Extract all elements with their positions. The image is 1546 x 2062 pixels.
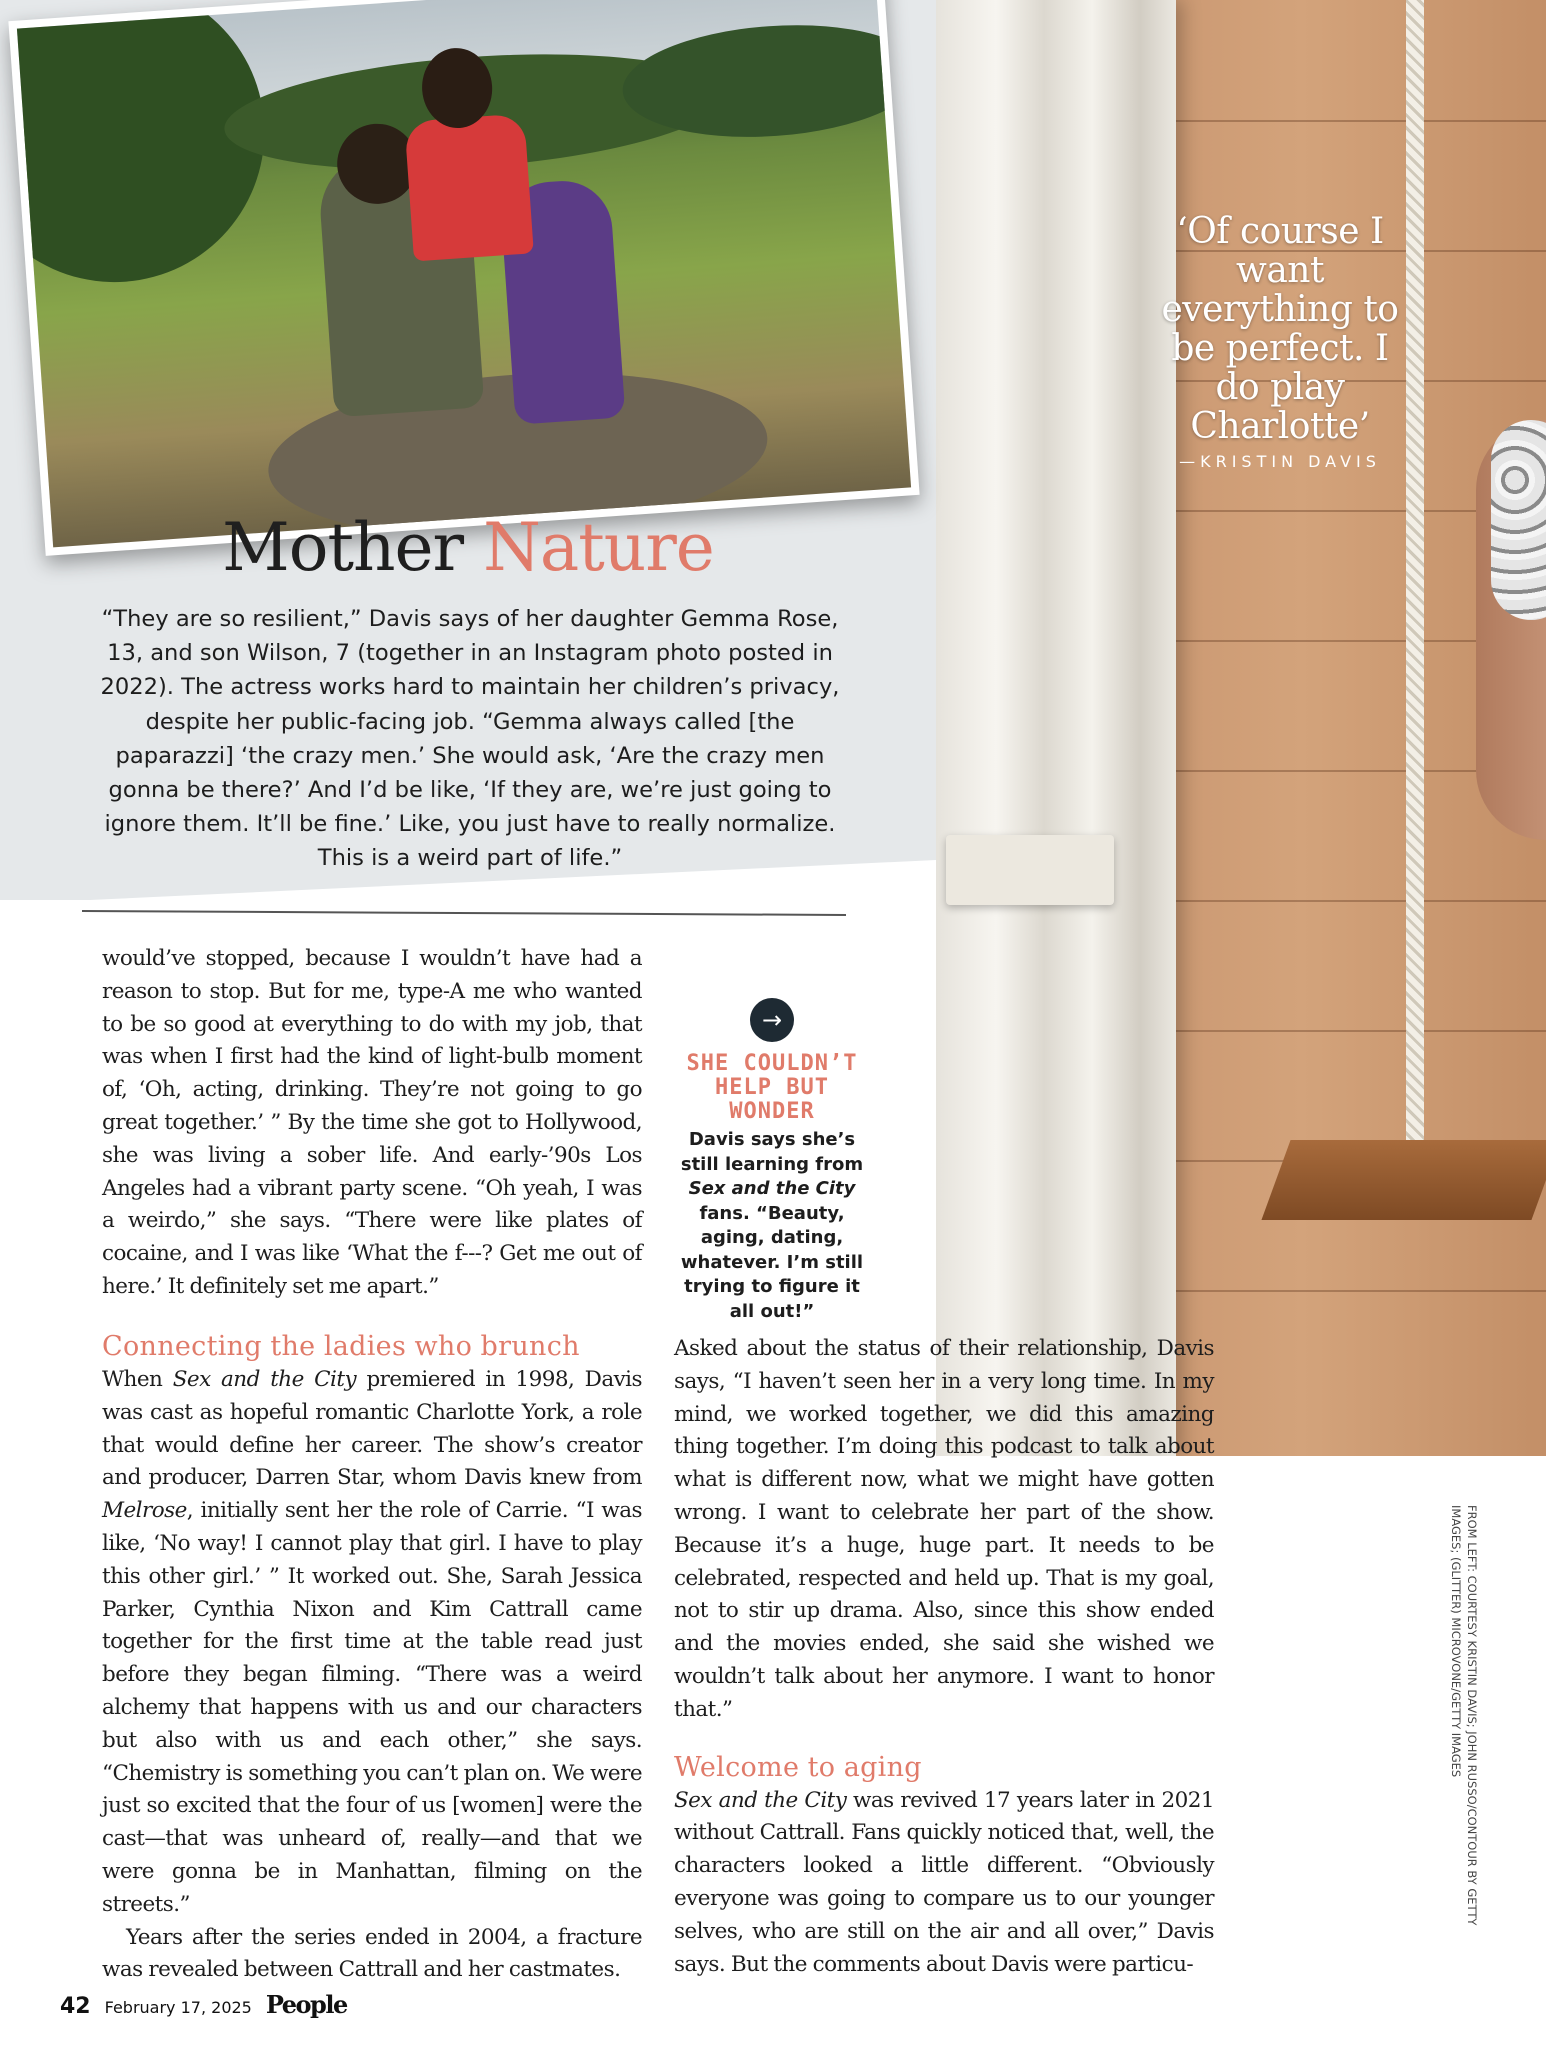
text-run: When (102, 1367, 173, 1392)
article-paragraph: Years after the series ended in 2004, a fracture was revealed between Cattrall and her castmates. (102, 1924, 642, 1983)
text-run: Davis says she’s still learning from (680, 1129, 864, 1175)
show-title: Melrose (102, 1498, 187, 1524)
sequin-sleeve (1491, 420, 1546, 620)
article-paragraph: would’ve stopped, because I wouldn’t have had a reason to stop. But for me, type-A me who wanted to be so good at everything to do with my job, that was when I first had the kind of light-bulb moment of, ‘Oh, acting, drinking. They’re not going to go great together.’ ” By the time she got to Hollywood, she was living a sober life. And early-’90s Los Angeles had a vibrant party scene. “Oh yeah, I was a weirdo,” she says. “There were like plates of cocaine, and I was like ‘What the f---? Get me out of here.’ It definitely set me apart.” (102, 946, 642, 1299)
article-paragraph (674, 1785, 1214, 1982)
sidebar-title-accent: Nature (483, 509, 714, 586)
callout (672, 998, 872, 1324)
magazine-logo: People (265, 1990, 347, 2019)
issue-date: February 17, 2025 (104, 1998, 252, 2017)
arrow-right-icon: → (750, 998, 794, 1042)
sidebar-caption: “They are so resilient,” Davis says of her daughter Gemma Rose, 13, and son Wilson, 7 (together in an Instagram photo posted in 2022). The actress works hard to maintain her children’s privacy, despite her public-facing job. “Gemma always called [the paparazzi] ‘the crazy men.’ She would ask, ‘Are the crazy men gonna be there?’ And I’d be like, ‘If they are, we’re just going to ignore them. It’ll be fine.’ Like, you just have to really normalize. This is a weird part of life.” (100, 606, 840, 872)
section-heading-1: Connecting the ladies who brunch (102, 1331, 580, 1362)
swing-rope (1406, 0, 1424, 1220)
article-column-2 (674, 1333, 1214, 1981)
photo-credit: FROM LEFT: COURTESY KRISTIN DAVIS; JOHN RUSSO/CONTOUR BY GETTY IMAGES; (GLITTER) MICROVONE/GETTY IMAGES (1449, 1505, 1479, 1926)
article-paragraph (102, 1364, 642, 1922)
article-column-1 (102, 1330, 642, 1987)
swing-seat (1261, 1140, 1546, 1220)
section-heading-2: Welcome to aging (674, 1751, 922, 1783)
text-run: , initially sent her the role of Carrie. “I was like, ‘No way! I cannot play that girl. I have to play this other girl.’ ” It worked out. She, Sarah Jessica Parker, Cynthia Nixon and Kim Cattrall came together for the first time at the table read just before they began filming. “There was a weird alchemy that happens with us and our characters but also with us and each other,” she says. “Chemistry is something you can’t plan on. We were just so excited that the four of us [women] were the cast—that was unheard of, really—and that we were gonna be in Manhattan, filming on the streets.” (102, 1498, 642, 1917)
text-run: fans. “Beauty, aging, dating, whatever. I’m still trying to figure it all out!” (680, 1202, 864, 1322)
show-title: Sex and the City (688, 1178, 856, 1199)
curtain-tie (946, 835, 1114, 905)
pull-quote-attribution: —KRISTIN DAVIS (1179, 452, 1381, 471)
show-title: Sex and the City (674, 1787, 847, 1813)
pull-quote-text: ‘Of course I want everything to be perfect. I do play Charlotte’ (1161, 211, 1399, 447)
pull-quote (1156, 212, 1404, 472)
text-run: premiered in 1998, Davis was cast as hopeful romantic Charlotte York, a role that would define her career. The show’s creator and producer, Darren Star, whom Davis knew from (102, 1367, 642, 1491)
inset-photo (8, 0, 919, 556)
divider-rule (82, 910, 846, 916)
sidebar-title (0, 508, 936, 588)
article-column-1-top (102, 943, 642, 1304)
text-run: was revived 17 years later in 2021 without Cattrall. Fans quickly noticed that, well, the characters looked a little different. “Obviously everyone was going to compare us to our younger selves, who are still on the air and all over,” Davis says. But the comments about Davis were particu- (674, 1787, 1214, 1977)
callout-heading: SHE COULDN’T HELP BUT WONDER (686, 1051, 858, 1124)
sidebar-title-main: Mother (222, 509, 484, 586)
curtain (936, 0, 1176, 1456)
page-number: 42 (60, 1994, 91, 2019)
callout-body (672, 1128, 872, 1324)
page-footer (60, 1990, 347, 2020)
article-paragraph: Asked about the status of their relationship, Davis says, “I haven’t seen her in a very long time. In my mind, we worked together, we did this amazing thing together. I’m doing this podcast to talk about what is different now, what we might have gotten wrong. I want to celebrate her part of the show. Because it’s a huge, huge part. It needs to be celebrated, respected and held up. That is my goal, not to stir up drama. Also, since this show ended and the movies ended, she said she wished we wouldn’t talk about her anymore. I want to honor that.” (674, 1336, 1214, 1722)
show-title: Sex and the City (172, 1367, 357, 1392)
